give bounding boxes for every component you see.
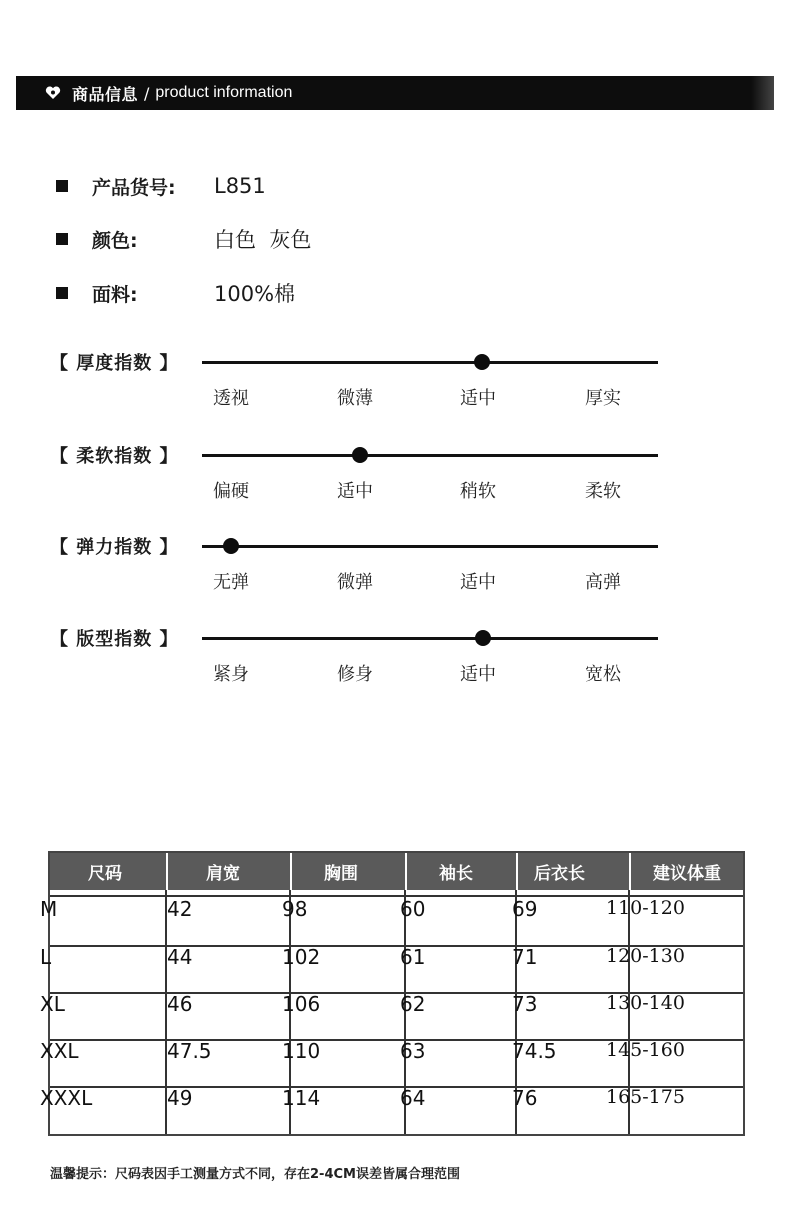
table-cell-sleeve: 61	[400, 945, 426, 969]
scale-option: 稍软	[460, 481, 496, 502]
table-cell-size: L	[40, 945, 52, 969]
table-cell-sleeve: 63	[400, 1039, 426, 1063]
table-cell-weight: 120-130	[606, 945, 685, 967]
scale-option: 无弹	[213, 572, 249, 593]
info-value: 白色 灰色	[214, 228, 312, 252]
column-header-length: 后衣长	[516, 853, 629, 890]
info-label: 颜色:	[92, 229, 138, 252]
scale-option: 偏硬	[213, 481, 249, 502]
table-cell-weight: 110-120	[606, 897, 685, 919]
size-footnote: 温馨提示：尺码表因手工测量方式不同，存在2-4CM误差皆属合理范围	[50, 1167, 460, 1182]
section-title: 商品信息	[72, 84, 139, 104]
section-subtitle: product information	[155, 84, 293, 101]
scale-option: 适中	[460, 664, 496, 685]
section-header-bar	[16, 76, 774, 110]
scale-option: 微弹	[337, 572, 373, 593]
scale-option: 适中	[460, 572, 496, 593]
scale-option: 宽松	[585, 664, 621, 685]
column-header-shoulder: 肩宽	[166, 853, 290, 890]
square-bullet-icon	[56, 287, 68, 299]
table-cell-chest: 110	[282, 1039, 321, 1063]
scale-label: 【 弹力指数 】	[50, 537, 179, 558]
scale-track	[202, 454, 658, 457]
scale-option: 适中	[337, 481, 373, 502]
table-cell-length: 76	[512, 1086, 538, 1110]
info-value: L851	[214, 174, 266, 198]
scale-label: 【 柔软指数 】	[50, 446, 179, 467]
scale-option: 微薄	[337, 388, 373, 409]
info-value: 100%棉	[214, 282, 296, 306]
scale-option: 紧身	[213, 664, 249, 685]
info-row-sku	[56, 171, 266, 201]
table-cell-chest: 98	[282, 897, 308, 921]
scale-label: 【 厚度指数 】	[50, 353, 179, 374]
scale-option: 透视	[213, 388, 249, 409]
scale-option: 柔软	[585, 481, 621, 502]
table-cell-shoulder: 44	[167, 945, 193, 969]
table-cell-shoulder: 49	[167, 1086, 193, 1110]
scale-option: 厚实	[585, 388, 621, 409]
table-cell-shoulder: 46	[167, 992, 193, 1016]
column-header-weight: 建议体重	[629, 853, 743, 890]
scale-track	[202, 637, 658, 640]
title-separator: /	[144, 83, 150, 103]
scale-marker	[223, 538, 239, 554]
scale-label: 【 版型指数 】	[50, 629, 179, 650]
square-bullet-icon	[56, 180, 68, 192]
table-cell-size: XXXL	[40, 1086, 93, 1110]
size-table	[40, 851, 745, 1136]
scale-track	[202, 545, 658, 548]
table-cell-weight: 130-140	[606, 992, 685, 1014]
table-cell-length: 69	[512, 897, 538, 921]
table-cell-weight: 145-160	[606, 1039, 685, 1061]
table-cell-sleeve: 64	[400, 1086, 426, 1110]
column-header-size: 尺码	[88, 864, 122, 884]
table-cell-size: XXL	[40, 1039, 79, 1063]
table-cell-size: XL	[40, 992, 65, 1016]
table-cell-sleeve: 60	[400, 897, 426, 921]
column-header-chest: 胸围	[290, 853, 405, 890]
info-row-color	[56, 224, 312, 254]
table-header-row	[50, 853, 743, 890]
scale-track	[202, 361, 658, 364]
scale-option: 适中	[460, 388, 496, 409]
scale-marker	[475, 630, 491, 646]
table-cell-length: 74.5	[512, 1039, 557, 1063]
table-cell-shoulder: 47.5	[167, 1039, 212, 1063]
column-header-sleeve: 袖长	[405, 853, 516, 890]
table-cell-length: 71	[512, 945, 538, 969]
table-cell-chest: 106	[282, 992, 321, 1016]
table-cell-chest: 102	[282, 945, 321, 969]
info-label: 面料:	[92, 283, 138, 306]
table-cell-weight: 165-175	[606, 1086, 685, 1108]
scale-marker	[352, 447, 368, 463]
table-cell-sleeve: 62	[400, 992, 426, 1016]
scale-option: 修身	[337, 664, 373, 685]
square-bullet-icon	[56, 233, 68, 245]
table-cell-chest: 114	[282, 1086, 321, 1110]
info-row-fabric	[56, 278, 296, 308]
scale-marker	[474, 354, 490, 370]
scale-option: 高弹	[585, 572, 621, 593]
table-cell-length: 73	[512, 992, 538, 1016]
table-cell-size: M	[40, 897, 58, 921]
heart-icon	[44, 85, 62, 101]
info-label: 产品货号:	[92, 176, 176, 199]
table-cell-shoulder: 42	[167, 897, 193, 921]
